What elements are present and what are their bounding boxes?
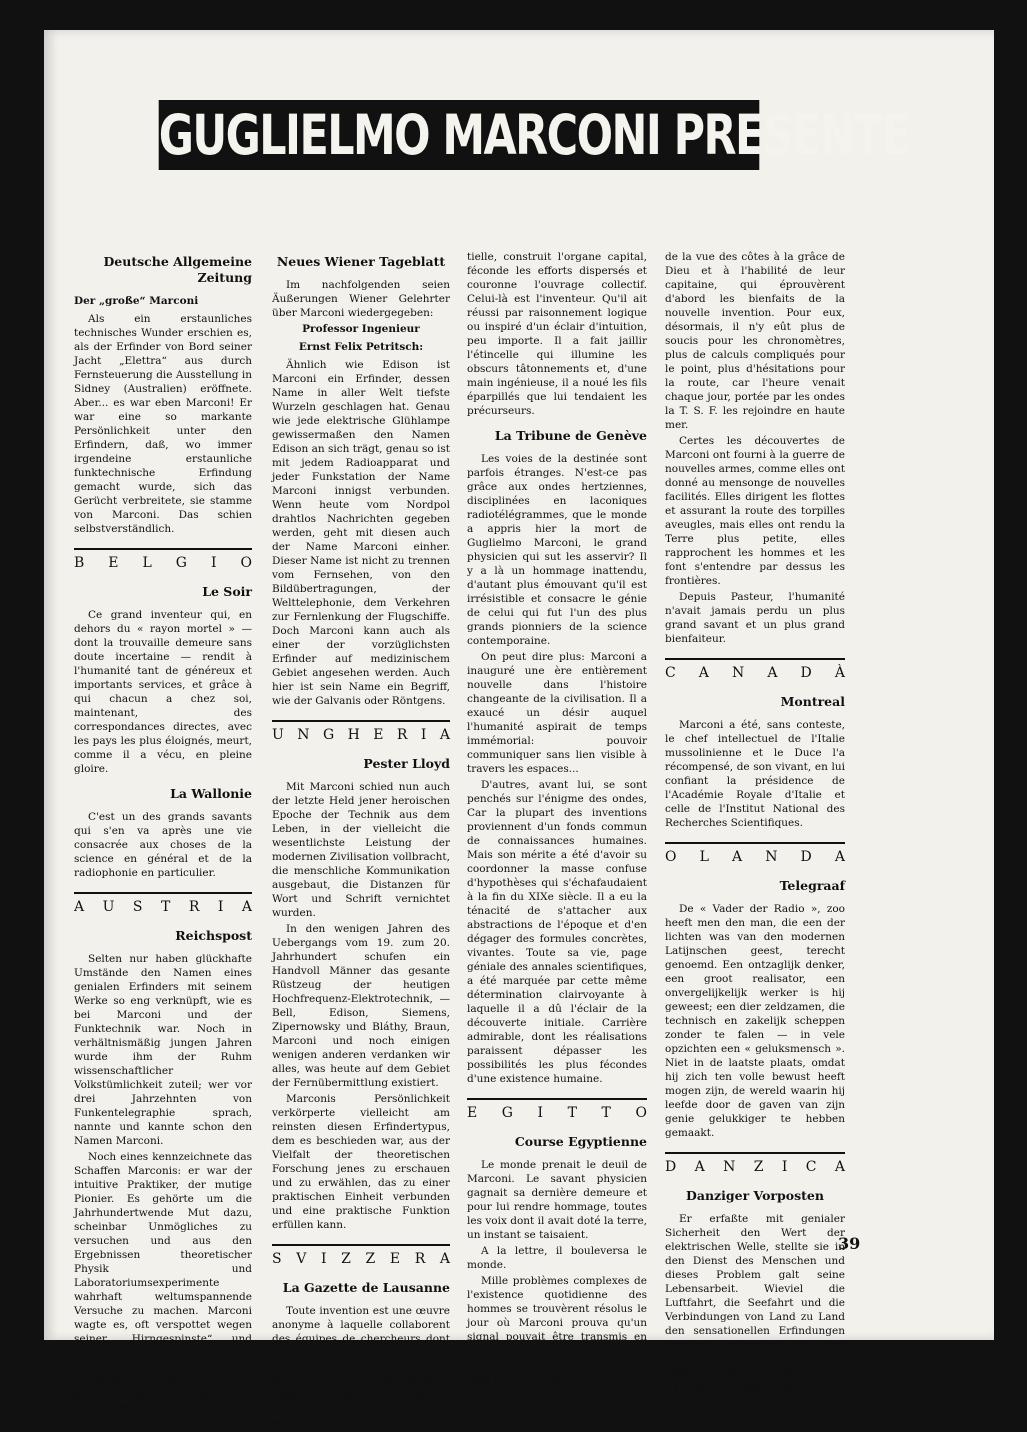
country-heading-letter: D <box>665 1159 677 1175</box>
country-heading-egitto <box>467 1098 647 1124</box>
article-text: Mit Marconi schied nun auch der letzte Held jener heroischen Epoche der Technik aus dem Leben, in der vielleicht die wesentlichste Leistung der modernen Zivilisation vollbracht, die menschliche Kommunikation ausgebaut, die Distanzen für Wort und Schrift vernichtet wurden. <box>272 781 450 919</box>
country-heading-letter: I <box>217 899 224 915</box>
article-text: Mille problèmes complexes de l'existence quotidienne des hommes se trouvèrent résolus le jour où Marconi prouva qu'un signal pouvait être transmis en un clin d'œil autour de la terre. <box>467 1275 647 1357</box>
article-text: de la vue des côtes à la grâce de Dieu et à l'habilité de leur capitaine, qui éprouvèrent d'abord les bienfaits de la nouvelle invention. Pour eux, désormais, il n'y eût plus de soucis pour les chronomètres, plus de calculs compliqués pour le point, plus d'hésitations pour la route, car l'heure venait chaque jour, portée par les ondes la T. S. F. les rejoindre en haute mer. <box>665 251 845 431</box>
country-heading-letter: R <box>396 727 408 743</box>
country-heading-letter: A <box>241 899 252 915</box>
publication-title: Le Soir <box>202 584 252 599</box>
article-text: In den wenigen Jahren des Uebergangs vom 19. zum 20. Jahrhundert schufen ein Handvoll Männer das gesante Rüstzeug der heutigen Hochfrequenz-Elektrotechnik, — Bell, Edison, Siemens, Zipernowsky und Bláthy, Braun, Marconi und noch einigen wenigen anderen verdanken wir alles, was heute auf dem Gebiet der Fernübermittlung existiert. <box>272 923 450 1089</box>
country-heading-belgio <box>74 548 252 574</box>
publication-title: Montreal <box>780 694 845 709</box>
article-text: Ähnlich wie Edison ist Marconi ein Erfinder, dessen Name in aller Welt tiefste Wurzeln geschlagen hat. Genau wie jede elektrische Glühlampe gewissermaßen den Namen Edison an sich trägt, genau so ist mit jedem Radioapparat und jeder Funkstation der Name Marconi innigst verbunden. Wenn heute vom Nordpol drahtlos Nachrichten gegeben werden, geht mit diesen auch der Name Marconi einher. Dieser Name ist nicht zu trennen vom Fernsehen, von den Bildübertragungen, der Welttelephonie, dem Verkehren zur Fernlenkung der Flugschiffe. Doch Marconi kann auch als einer der vorzüglichsten Erfinder auf medizinischem Gebiet angesehen werden. Auch hier ist sein Name ein Begriff, wie der Galvanis oder Röntgens. <box>272 359 450 707</box>
country-heading-letter: O <box>665 849 677 865</box>
article-text: Les voies de la destinée sont parfois étranges. N'est-ce pas grâce aux ondes hertziennes, disciplinées en laconiques radiotélégrammes, que le monde a appris hier la mort de Guglielmo Marconi, le grand physicien qui sut les asservir? Il y a là un hommage inattendu, d'autant plus émouvant qu'il est irrésistible et consacre le génie de celui qui fut l'un des plus grands pionniers de la science contemporaine. <box>467 453 647 647</box>
article-text: Selten nur haben glückhafte Umstände den Namen eines genialen Erfinders mit seinem Werke so eng verknüpft, wie es bei Marconi und der Funktechnik war. Noch in verhältnismäßig jungen Jahren wurde ihm der Ruhm wissenschaftlicher Volkstümlichkeit zuteil; wer vor drei Jahrzehnten von Funkentelegraphie sprach, nannte und kannte schon den Namen Marconi. <box>74 953 252 1147</box>
country-heading-letter: H <box>347 727 360 743</box>
article-text: Als ein erstaunliches technisches Wunder erschien es, als der Erfinder von Bord seiner Jacht „Elettra“ aus durch Fernsteuerung die Ausstellung in Sidney (Australien) eröffnete. Aber... es war eben Marconi! Er war eine so markante Persönlichkeit unter den Erfindern, daß, wo immer irgendeine erstaunliche funktechnische Erfindung gemacht wurde, sich das Gerücht verbreitete, sie stamme von Marconi. Das schien selbstverständlich. <box>74 313 252 535</box>
article-text: Er erfaßte mit genialer Sicherheit den Wert der elektrischen Welle, stellte sie in den Dienst des Menschen und dieses Problem galt seine Lebensarbeit. Wieviel die Luftfahrt, die Seefahrt und die Verbindungen von Land zu Land den sensationellen Erfindungen Marconis verdanken, läßt sich nicht in wenige Worte zusammenfassen. Die Trauer Italiens um diesen Mann ist tief und groß. <box>665 1213 845 1407</box>
country-heading-letter: D <box>800 849 812 865</box>
country-heading-letter: A <box>698 665 709 681</box>
article-text: On peut dire plus: Marconi a inauguré une ère entièrement nouvelle dans l'histoire changeante de la civilisation. Il a exaucé un désir auquel l'humanité aspirait de temps immémorial: pouvoir communiquer sans lien visible à travers les espaces... <box>467 651 647 775</box>
country-heading-letter: N <box>723 1159 736 1175</box>
article-subtitle: Der „große“ Marconi <box>74 295 199 307</box>
country-heading-letter: C <box>665 665 676 681</box>
country-heading-letter: G <box>175 555 187 571</box>
country-heading-letter: B <box>74 555 85 571</box>
country-heading-letter: A <box>694 1159 705 1175</box>
country-heading-letter: A <box>731 849 743 865</box>
country-heading-austria <box>74 892 252 918</box>
country-heading-canada <box>665 658 845 684</box>
country-heading-letter: U <box>272 727 284 743</box>
country-heading-letter: C <box>805 1159 817 1175</box>
country-heading-letter: E <box>108 555 119 571</box>
article-text: Le monde prenait le deuil de Marconi. Le savant physicien gagnait sa dernière demeure et pour lui rendre hommage, toutes les voix dont il avait doté la terre, un instant se taisaient. <box>467 1159 647 1241</box>
publication-title: La Gazette de Lausanne <box>282 1280 450 1295</box>
country-heading-letter: Z <box>341 1251 351 1267</box>
country-heading-letter: E <box>467 1105 478 1121</box>
publication-title: La Tribune de Genève <box>494 428 647 443</box>
publication-title: La Wallonie <box>170 786 252 801</box>
page-number: 39 <box>838 1234 861 1253</box>
country-heading-letter: L <box>142 555 152 571</box>
country-heading-letter: U <box>102 899 115 915</box>
publication-title: Neues Wiener Tageblatt <box>276 254 446 269</box>
country-heading-letter: À <box>834 665 845 681</box>
column-1 <box>74 218 252 1432</box>
country-heading-letter: S <box>272 1251 282 1267</box>
country-heading-letter: G <box>322 727 335 743</box>
country-heading-svizzera <box>272 1244 450 1270</box>
article-text: Marconi a été, sans conteste, le chef intellectuel de l'Italie mussolinienne et le Duce l'a récompensé, de son vivant, en lui confiant la présidence de l'Académie Royale d'Italie et celle de l'Institut National des Recherches Scientifiques. <box>665 719 845 829</box>
article-text: Ce furent les isolés de la mer, tous les navigateurs livrés hors <box>467 1361 647 1387</box>
country-heading-letter: L <box>699 849 709 865</box>
publication-title: Deutsche Allgemeine Zeitung <box>103 254 252 285</box>
country-heading-letter: E <box>389 1251 401 1267</box>
article-text: De « Vader der Radio », zoo heeft men den man, die een der lichten was van den modernen Latijnschen geest, terecht genoemd. Een ontzaglijk denker, een groot realisator, een onvergelijkelijk werker is hij geweest; een dier zeldzamen, die technisch en zakelijk scheppen zonder te falen — in vele opzichten een « geluksmensch ». Niet in de laatste plaats, omdat hij zich ten volle bewust heeft mogen zijn, de wereld waarin hij leefde door de gaven van zijn genie gelukkiger te hebben gemaakt. <box>665 903 845 1139</box>
country-heading-letter: A <box>439 727 450 743</box>
publication-title: Danziger Vorposten <box>686 1188 824 1203</box>
country-heading-letter: A <box>74 899 85 915</box>
publication-title: Course Egyptienne <box>514 1134 647 1149</box>
country-heading-letter: G <box>501 1105 513 1121</box>
column-4 <box>665 250 845 1410</box>
country-heading-letter: V <box>296 1251 307 1267</box>
article-text: C'est un des grands savants qui s'en va après une vie consacrée aux choses de la science en général et de la radiophonie en particulier. <box>74 811 252 879</box>
article-text: Depuis Pasteur, l'humanité n'avait jamais perdu un plus grand savant et un plus grand bienfaiteur. <box>665 591 845 645</box>
article-text: D'autres, avant lui, se sont penchés sur l'énigme des ondes, Car la plupart des inventions proviennent d'un fonds commun de connaissances humaines. Mais son mérite a été d'avoir su coordonner la masse confuse d'hypothèses qui s'échafaudaient à la fin du XIXe siècle. Il a eu la ténacité de s'attacher aux abstractions de l'époque et d'en dégager des formules concrètes, vivantes. Toute sa vie, page géniale des annales scientifiques, a été marquée par cette même détermination clairvoyante à laquelle il a dû l'éclair de la découverte initiale. Carrière admirable, dont les réalisations paraissent dépasser les possibilités les plus fécondes d'une existence humaine. <box>467 779 647 1085</box>
publication-title: Telegraaf <box>779 878 845 893</box>
article-text: Ce grand inventeur qui, en dehors du « rayon mortel » — dont la trouvaille demeure sans doute incertaine — rendit à l'humanité tant de généreux et importants services, et grâce à qui chacun a chez soi, maintenant, des correspondances directes, avec les pays les plus éloignés, meurt, comme il a vécu, en pleine gloire. <box>74 609 252 775</box>
country-heading-letter: N <box>732 665 745 681</box>
country-heading-letter: O <box>635 1105 647 1121</box>
country-heading-letter: I <box>781 1159 788 1175</box>
country-heading-letter: D <box>800 665 812 681</box>
country-heading-letter: I <box>420 727 427 743</box>
article-text: Noch eines kennzeichnete das Schaffen Marconis: er war der intuitive Praktiker, der mutige Pionier. Es gehörte um die Jahrhundertwende Mut dazu, scheinbar Unmögliches zu versuchen und aus den Ergebnissen theoretischer Physik und Laboratoriumsexperimente wahrhaft weltumspannende Versuche zu machen. Marconi wagte es, oft verspottet wegen seiner „Hirngespinste“ und verlacht wegen seiner zähen Beharrlichkeit, mit der er arbeitete. Er war nicht nur genial; er hatte auch den Fleiß, der das wahre Genie kennzeichnet. <box>74 1151 252 1429</box>
country-heading-letter: A <box>834 849 845 865</box>
country-heading-letter: I <box>320 1251 327 1267</box>
article-text: A la lettre, il bouleversa le monde. <box>467 1245 647 1271</box>
country-heading-letter: A <box>834 1159 845 1175</box>
country-heading-danzica <box>665 1152 845 1178</box>
article-text: Marconis Persönlichkeit verkörperte vielleicht am reinsten diesen Erfindertypus, dem es beschieden war, aus der Vielfalt der theoretischen Forschung jenes zu erschauen und zu erwählen, das zu einer praktischen Einheit verbunden und eine praktische Funktion erfüllen kann. <box>272 1093 450 1231</box>
country-heading-letter: Z <box>753 1159 764 1175</box>
article-text: tielle, construit l'organe capital, féconde les efforts dispersés et couronne l'ouvrage collectif. Celui-là est l'inventeur. Qu'il ait réussi par raisonnement logique ou inspiré d'un éclair d'intuition, peu importe. Il a fait jaillir l'étincelle qui illumine les obscurs tâtonnements et, d'une main ingénieuse, il a noué les fils éparpillés que lui tendaient les précurseurs. <box>467 251 647 417</box>
country-heading-letter: E <box>373 727 384 743</box>
country-heading-letter: Z <box>365 1251 376 1267</box>
country-heading-letter: T <box>160 899 171 915</box>
country-heading-letter: R <box>414 1251 426 1267</box>
country-heading-letter: T <box>567 1105 577 1121</box>
country-heading-letter: A <box>767 665 778 681</box>
article-subtitle: Ernst Felix Petritsch: <box>298 341 424 353</box>
column-3 <box>467 250 647 1390</box>
country-heading-olanda <box>665 842 845 868</box>
country-heading-letter: A <box>439 1251 450 1267</box>
country-heading-ungheria <box>272 720 450 746</box>
publication-title: Reichspost <box>175 928 252 943</box>
publication-title: Pester Lloyd <box>363 756 450 771</box>
country-heading-letter: N <box>765 849 778 865</box>
article-subtitle: Professor Ingenieur <box>302 323 420 335</box>
article-text: Im nachfolgenden seien Äußerungen Wiener Gelehrter über Marconi wiedergegeben: <box>272 279 450 319</box>
banner-title: GUGLIELMO MARCONI PRESENTE <box>159 100 760 170</box>
column-2 <box>272 218 450 1432</box>
country-heading-letter: I <box>537 1105 544 1121</box>
article-text: Certes les découvertes de Marconi ont fourni à la guerre de nouvelles armes, comme elles ont donné au mensonge de nouvelles facilités. Elles dirigent les flottes et assurant la route des torpilles aveugles, mais elles ont rendu la Terre plus petite, elles rapprochent les hommes et les font s'entendre par dessus les frontières. <box>665 435 846 587</box>
country-heading-letter: O <box>240 555 252 571</box>
country-heading-letter: I <box>210 555 217 571</box>
country-heading-letter: R <box>188 899 200 915</box>
country-heading-letter: N <box>297 727 310 743</box>
country-heading-letter: T <box>601 1105 611 1121</box>
article-text: Toute invention est une œuvre anonyme à laquelle collaborent des équipes de chercheurs dont la plupart s'ignorent entre eux. Parfois, de la foule obscure surgit un homme qui sachant rassembler les travaux de ses devanciers en dégage l'idée essen- <box>272 1305 450 1429</box>
country-heading-letter: S <box>132 899 143 915</box>
